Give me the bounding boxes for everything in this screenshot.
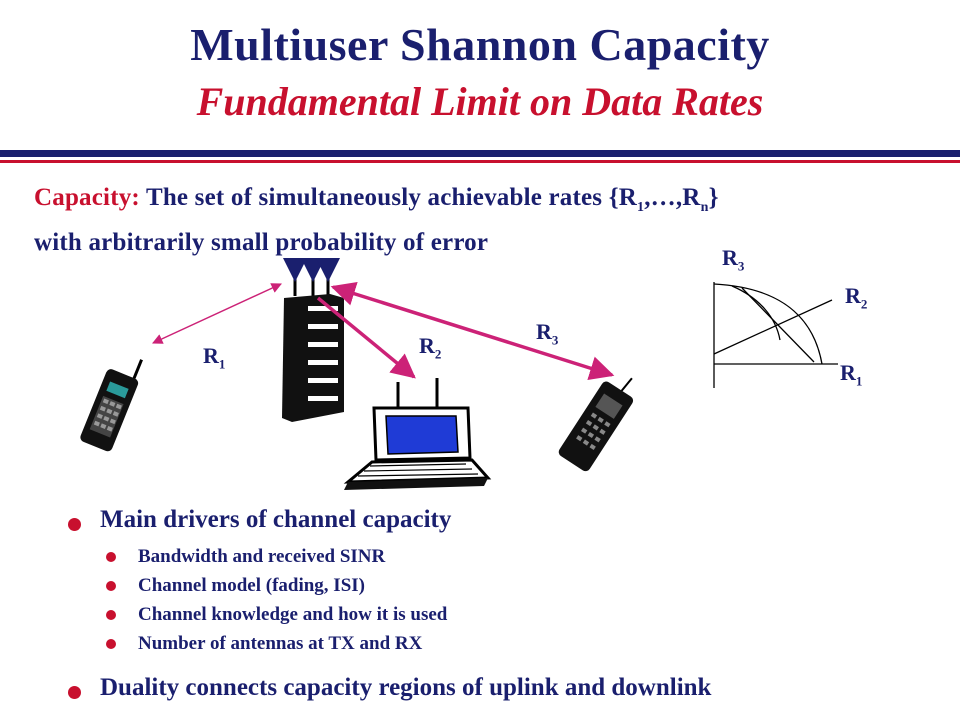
bullet-main-drivers (64, 506, 451, 658)
laptop-icon (344, 378, 488, 490)
sub-bullet-item: Channel model (fading, ISI) (100, 571, 451, 600)
region-label-r1: $R_1$ (840, 360, 863, 389)
definition-sub-n: n (700, 200, 709, 215)
flip-phone-icon (557, 366, 644, 473)
base-station-icon (282, 258, 344, 422)
sub-bullet-item: Number of antennas at TX and RX (100, 629, 451, 658)
link-label-r3: $R_3$ (536, 319, 559, 348)
definition-term: Capacity: (34, 184, 140, 211)
bullet-duality: Duality connects capacity regions of uplink and downlink (64, 674, 711, 702)
walkie-talkie-icon (79, 349, 147, 453)
link-r3-arrow (333, 287, 612, 375)
link-r1-arrow (153, 284, 281, 343)
capacity-region-diagram (714, 282, 838, 388)
slide-subtitle: Fundamental Limit on Data Rates (196, 79, 764, 124)
slide-title: Multiuser Shannon Capacity (190, 19, 770, 70)
sub-bullet-item: Channel knowledge and how it is used (100, 600, 451, 629)
region-diagonal-r2 (714, 300, 832, 354)
definition-sub-1: 1 (637, 200, 645, 215)
sub-bullet-list (100, 542, 451, 658)
sub-bullet-item: Bandwidth and received SINR (100, 542, 451, 571)
region-diagonal-r3 (742, 288, 814, 362)
definition-text-c: } (708, 184, 719, 211)
bullet-list (64, 506, 451, 658)
definition-text-b: ,…,R (644, 184, 701, 211)
definition-text-a: The set of simultaneously achievable rates {R (139, 184, 637, 211)
definition-line2: with arbitrarily small probability of error (34, 229, 489, 256)
bullet-main-drivers-text: Main drivers of channel capacity (100, 506, 452, 533)
link-label-r1: $R_1$ (203, 343, 226, 372)
link-label-r2: $R_2$ (419, 333, 442, 362)
region-boundary-curve (714, 284, 822, 364)
region-label-r3: $R_3$ (722, 245, 745, 274)
region-label-r2: $R_2$ (845, 283, 868, 312)
region-inner-curve (732, 286, 780, 340)
